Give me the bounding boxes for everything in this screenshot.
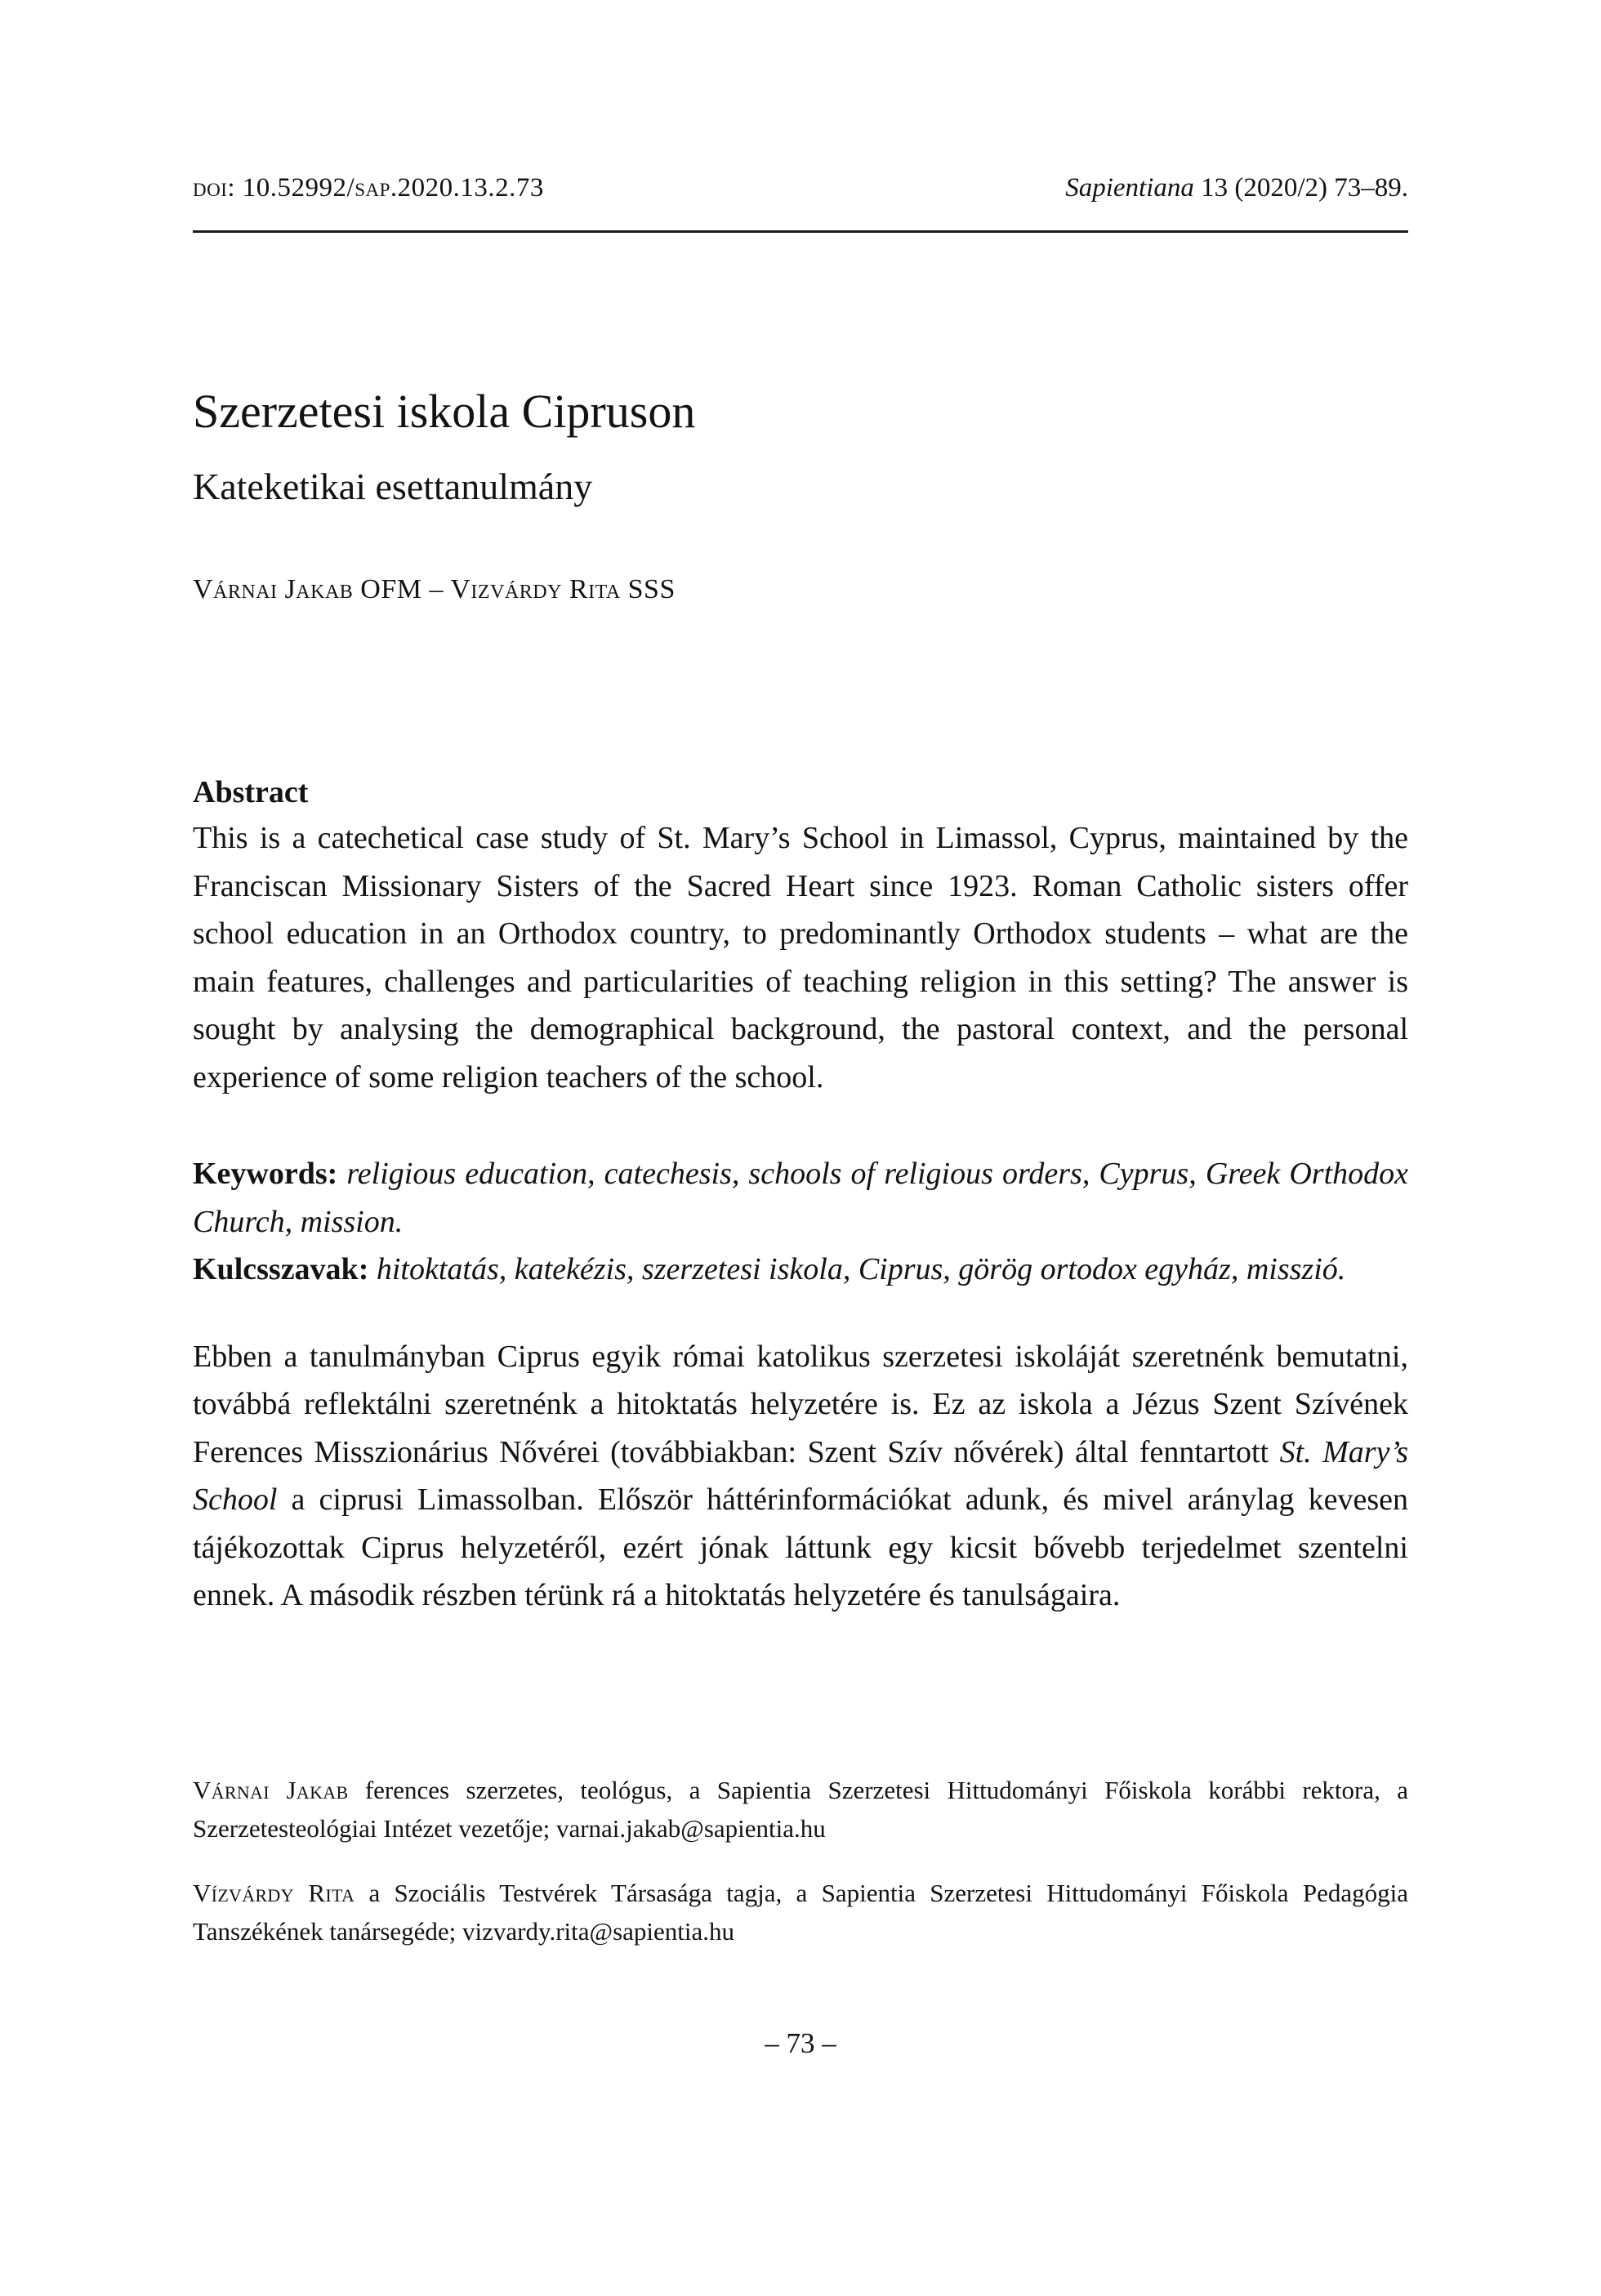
keywords-text: religious education, catechesis, schools of religious orders, Cyprus, Greek Orthodox Church, mission. — [193, 1157, 1408, 1239]
keywords-block — [193, 1150, 1408, 1294]
author-bio: a Szociális Testvérek Társasága tagja, a Sapientia Szerzetesi Hittudományi Főiskola Pedagógia Tanszékének tanársegéde; vizvardy.rita@sapientia.hu — [193, 1878, 1408, 1946]
article-subtitle: Kateketikai esettanulmány — [193, 466, 593, 507]
author-notes — [193, 1771, 1408, 1950]
intro-paragraph — [193, 1333, 1408, 1620]
author-name: Vízvárdy Rita — [193, 1878, 355, 1907]
keywords-hu — [193, 1246, 1408, 1294]
doi-label: doi: 10.52992/sap.2020.13.2.73 — [193, 173, 544, 203]
article-title: Szerzetesi iskola Cipruson — [193, 385, 696, 438]
header-divider — [193, 230, 1408, 233]
abstract-heading: Abstract — [193, 775, 309, 809]
intro-text-after: a ciprusi Limassolban. Először háttérinformációkat adunk, és mivel aránylag kevesen tájékozottak Ciprus helyzetéről, ezért jónak láttunk egy kicsit bővebb terjedelmet szentelni ennek. A második részben térünk rá a hitoktatás helyzetére és tanulságaira. — [193, 1482, 1408, 1612]
author-note-varnai — [193, 1771, 1408, 1848]
keywords-label: Keywords: — [193, 1157, 338, 1191]
page-number: – 73 – — [765, 2026, 836, 2059]
journal-reference — [1065, 172, 1408, 204]
school-name: St. Mary’s School — [193, 1434, 1409, 1517]
journal-name: Sapientiana — [1065, 173, 1194, 203]
abstract-text: This is a catechetical case study of St. Mary’s School in Limassol, Cyprus, maintained by the Franciscan Missionary Sisters of the Sacred Heart since 1923. Roman Catholic sisters offer school education in an Orthodox country, to predominantly Orthodox students – what are the main features, challenges and particularities of teaching religion in this setting? The answer is sought by analysing the demographical background, the pastoral context, and the personal experience of some religion teachers of the school. — [193, 821, 1408, 1095]
page-header — [193, 172, 1408, 204]
author-bio: ferences szerzetes, teológus, a Sapientia Szerzetesi Hittudományi Főiskola korábbi rektora, a Szerzetesteológiai Intézet vezetője; varnai.jakab@sapientia.hu — [193, 1775, 1408, 1843]
kulcsszavak-text: hitoktatás, katekézis, szerzetesi iskola, Ciprus, görög ortodox egyház, misszió. — [368, 1252, 1346, 1286]
author-name: Várnai Jakab — [193, 1775, 349, 1804]
author-note-vizvardy — [193, 1874, 1408, 1950]
kulcsszavak-label: Kulcsszavak: — [193, 1252, 369, 1286]
keywords-en — [193, 1150, 1408, 1246]
intro-text-before: Ebben a tanulmányban Ciprus egyik római katolikus szerzetesi iskoláját szeretnénk bemutatni, továbbá reflektálni szeretnénk a hitoktatás helyzetére is. Ez az iskola a Jézus Szent Szívének Ferences Misszionárius Nővérei (továbbiakban: Szent Szív nővérek) által fenntartott — [193, 1339, 1408, 1469]
journal-issue: 13 (2020/2) 73–89. — [1193, 173, 1408, 203]
article-byline: Várnai Jakab OFM – Vizvárdy Rita SSS — [193, 574, 676, 604]
